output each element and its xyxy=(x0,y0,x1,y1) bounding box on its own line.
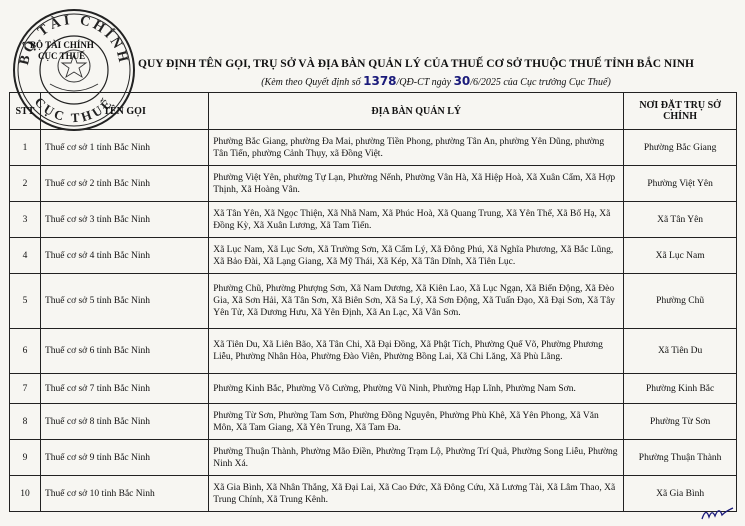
row-hq: Phường Chũ xyxy=(624,274,737,329)
document-header xyxy=(96,58,736,88)
table-row xyxy=(10,274,737,329)
table-row xyxy=(10,404,737,440)
row-stt: 7 xyxy=(10,374,41,404)
signature-mark xyxy=(700,503,736,523)
table-row xyxy=(10,166,737,202)
table-header-row xyxy=(10,93,737,130)
row-name: Thuế cơ sở 6 tỉnh Bắc Ninh xyxy=(40,329,208,374)
header-area: ĐỊA BÀN QUẢN LÝ xyxy=(209,93,624,130)
row-hq: Xã Gia Bình xyxy=(624,476,737,512)
subtitle-suffix: /6/2025 của Cục trưởng Cục Thuế) xyxy=(470,77,611,88)
document-title: QUY ĐỊNH TÊN GỌI, TRỤ SỞ VÀ ĐỊA BÀN QUẢN LÝ CỦA THUẾ CƠ SỞ THUỘC THUẾ TỈNH BẮC NINH xyxy=(138,58,694,70)
document-subtitle xyxy=(96,74,736,88)
row-name: Thuế cơ sở 4 tỉnh Bắc Ninh xyxy=(40,238,208,274)
row-name: Thuế cơ sở 7 tỉnh Bắc Ninh xyxy=(40,374,208,404)
row-hq: Phường Kinh Bắc xyxy=(624,374,737,404)
decision-number: 1378 xyxy=(363,74,397,88)
partial-header xyxy=(30,40,94,62)
row-stt: 8 xyxy=(10,404,41,440)
stamp-top-text: BỘ TÀI CHÍNH xyxy=(17,12,131,67)
header-hq: NƠI ĐẶT TRỤ SỞ CHÍNH xyxy=(624,93,737,130)
row-stt: 3 xyxy=(10,202,41,238)
row-hq: Phường Thuận Thành xyxy=(624,440,737,476)
row-area: Phường Từ Sơn, Phường Tam Sơn, Phường Đồng Nguyên, Phường Phù Khê, Xã Yên Phong, Xã Văn Môn, Xã Tam Giang, Xã Yên Trung, Xã Tam Đa. xyxy=(209,404,624,440)
table-row xyxy=(10,476,737,512)
row-stt: 4 xyxy=(10,238,41,274)
table-row xyxy=(10,202,737,238)
tax-office-table xyxy=(9,92,737,512)
table-row xyxy=(10,329,737,374)
row-hq: Phường Bắc Giang xyxy=(624,130,737,166)
row-hq: Phường Việt Yên xyxy=(624,166,737,202)
row-area: Phường Thuận Thành, Phường Mão Điền, Phường Trạm Lộ, Phường Trí Quả, Phường Song Liễu, Phường Ninh Xá. xyxy=(209,440,624,476)
row-hq: Phường Từ Sơn xyxy=(624,404,737,440)
subtitle-mid: /QĐ-CT ngày xyxy=(396,77,452,88)
table-row xyxy=(10,440,737,476)
table-row xyxy=(10,374,737,404)
decision-day: 30 xyxy=(453,74,471,88)
stamp-bottom-text: CỤC THUẾ xyxy=(31,94,117,126)
row-stt: 1 xyxy=(10,130,41,166)
row-name: Thuế cơ sở 1 tỉnh Bắc Ninh xyxy=(40,130,208,166)
partial-header-line-2: CỤC THUẾ xyxy=(38,51,86,61)
table-row xyxy=(10,238,737,274)
row-stt: 6 xyxy=(10,329,41,374)
row-stt: 5 xyxy=(10,274,41,329)
header-name: TÊN GỌI xyxy=(40,93,208,130)
row-area: Xã Tiên Du, Xã Liên Bão, Xã Tân Chi, Xã Đại Đồng, Xã Phật Tích, Phường Quế Võ, Phường Phương Liễu, Phường Nhân Hòa, Phường Đào Viên, Phường Bồng Lai, Xã Chi Lăng, Xã Phù Lãng. xyxy=(209,329,624,374)
row-hq: Xã Tân Yên xyxy=(624,202,737,238)
row-name: Thuế cơ sở 2 tỉnh Bắc Ninh xyxy=(40,166,208,202)
header-stt: STT xyxy=(10,93,41,130)
partial-header-line-1: BỘ TÀI CHÍNH xyxy=(30,40,94,50)
row-area: Phường Kinh Bắc, Phường Võ Cường, Phường Vũ Ninh, Phường Hạp Lĩnh, Phường Nam Sơn. xyxy=(209,374,624,404)
row-hq: Xã Tiên Du xyxy=(624,329,737,374)
row-area: Xã Lục Nam, Xã Lục Sơn, Xã Trường Sơn, Xã Cẩm Lý, Xã Đông Phú, Xã Nghĩa Phương, Xã Bắc Lũng, Xã Bảo Đài, Xã Lạng Giang, Xã Mỹ Thái, Xã Kép, Xã Tân Dĩnh, Xã Tiên Lục. xyxy=(209,238,624,274)
row-hq: Xã Lục Nam xyxy=(624,238,737,274)
row-name: Thuế cơ sở 5 tỉnh Bắc Ninh xyxy=(40,274,208,329)
row-name: Thuế cơ sở 3 tỉnh Bắc Ninh xyxy=(40,202,208,238)
row-area: Xã Gia Bình, Xã Nhân Thắng, Xã Đại Lai, Xã Cao Đức, Xã Đông Cứu, Xã Lương Tài, Xã Lâm Thao, Xã Trung Chính, Xã Trung Kênh. xyxy=(209,476,624,512)
row-name: Thuế cơ sở 9 tỉnh Bắc Ninh xyxy=(40,440,208,476)
row-stt: 2 xyxy=(10,166,41,202)
row-stt: 9 xyxy=(10,440,41,476)
row-stt: 10 xyxy=(10,476,41,512)
table-body xyxy=(10,130,737,512)
row-area: Xã Tân Yên, Xã Ngọc Thiện, Xã Nhã Nam, Xã Phúc Hoà, Xã Quang Trung, Xã Yên Thế, Xã Bố Hạ, Xã Đồng Kỳ, Xã Xuân Lương, Xã Tam Tiến. xyxy=(209,202,624,238)
row-area: Phường Việt Yên, phường Tự Lạn, Phường Nếnh, Phường Vân Hà, Xã Hiệp Hoà, Xã Xuân Cẩm, Xã Hợp Thịnh, Xã Hoàng Vân. xyxy=(209,166,624,202)
subtitle-prefix: (Kèm theo Quyết định số xyxy=(261,77,361,88)
row-area: Phường Chũ, Phường Phượng Sơn, Xã Nam Dương, Xã Kiên Lao, Xã Lục Ngạn, Xã Biển Động, Xã Đèo Gia, Xã Sơn Hải, Xã Tân Sơn, Xã Biên Sơn, Xã Sa Lý, Xã Sơn Động, Xã Tuấn Đạo, Xã Đại Sơn, Xã Tây Yên Tử, Xã Dương Hưu, Xã Yên Định, Xã An Lạc, Xã Vân Sơn. xyxy=(209,274,624,329)
row-name: Thuế cơ sở 8 tỉnh Bắc Ninh xyxy=(40,404,208,440)
table-row xyxy=(10,130,737,166)
row-area: Phường Bắc Giang, phường Đa Mai, phường Tiền Phong, phường Tân An, phường Yên Dũng, phường Tân Tiến, phường Cảnh Thụy, xã Đồng Việt. xyxy=(209,130,624,166)
row-name: Thuế cơ sở 10 tỉnh Bắc Ninh xyxy=(40,476,208,512)
